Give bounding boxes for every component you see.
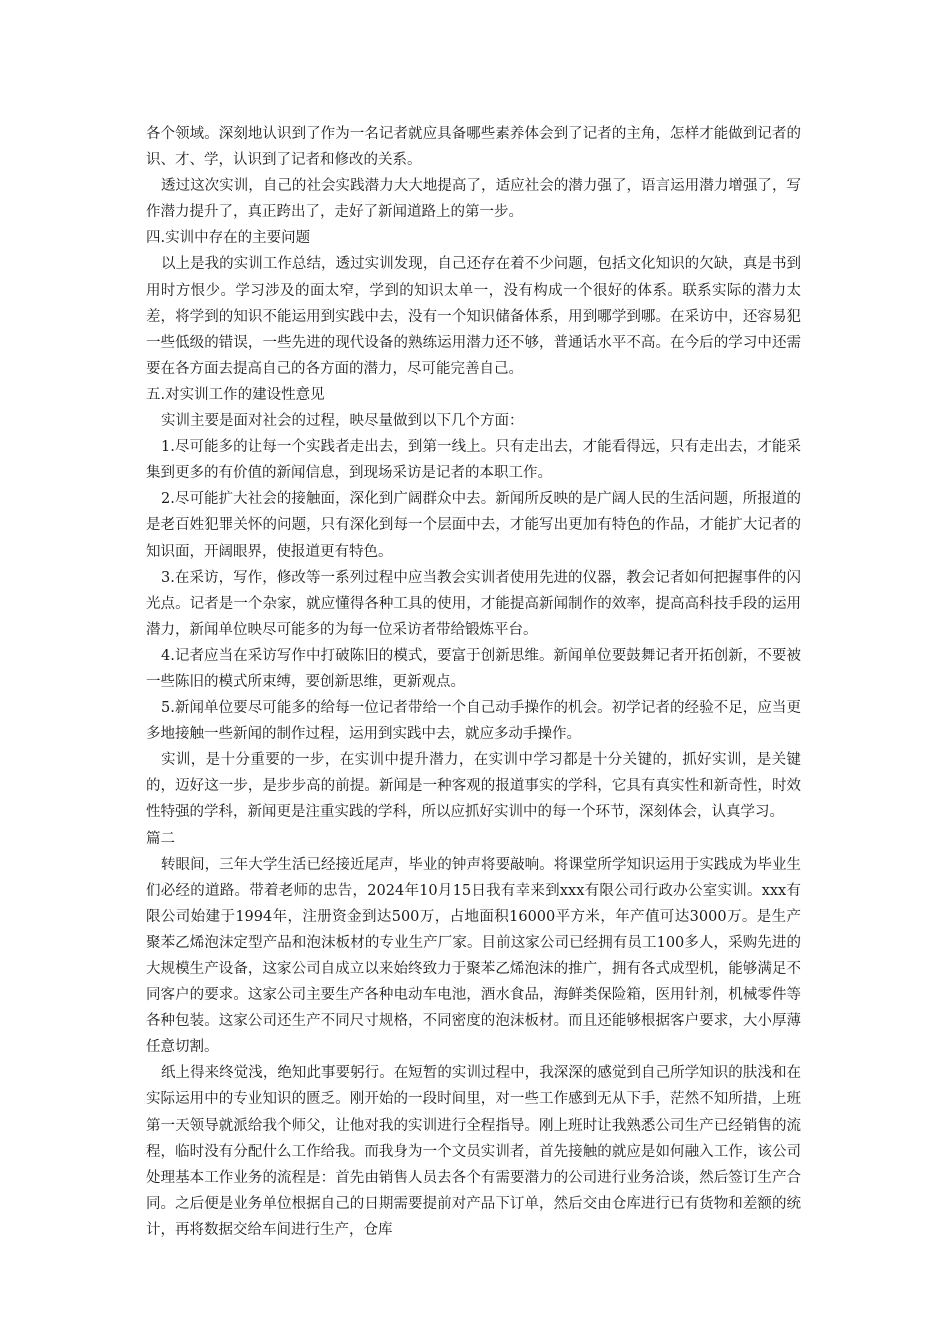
paragraph-problems: 以上是我的实训工作总结，透过实训发现，自己还存在着不少问题，包括文化知识的欠缺，真是书到用时方恨少。学习涉及的面太窄，学到的知识太单一，没有构成一个很好的体系。联系实际的潜力太差，将学到的知识不能运用到实践中去，没有一个知识储备体系，用到哪学到哪。在采访中，还容易犯一些低级的错误，一些先进的现代设备的熟练运用潜力还不够，普通话水平不高。在今后的学习中还需要在各方面去提高自己的各方面的潜力，尽可能完善自己。: [146, 256, 801, 377]
paragraph-conclusion: 实训，是十分重要的一步，在实训中提升潜力，在实训中学习都是十分关键的，抓好实训，是关键的，迈好这一步，是步步高的前提。新闻是一种客观的报道事实的学科，它具有真实性和新奇性，时效性特强的学科，新闻更是注重实践的学科，所以应抓好实训中的每一个环节，深刻体会，认真学习。: [146, 752, 801, 821]
list-item-suggestion-1: 1.尽可能多的让每一个实践者走出去，到第一线上。只有走出去，才能看得远，只有走出去，才能采集到更多的有价值的新闻信息，到现场采访是记者的本职工作。: [146, 439, 801, 482]
list-item-suggestion-3: 3.在采访，写作，修改等一系列过程中应当教会实训者使用先进的仪器，教会记者如何把握事件的闪光点。记者是一个杂家，就应懂得各种工具的使用，才能提高新闻制作的效率，提高高科技手段的运用潜力，新闻单位映尽可能多的为每一位采访者带给锻炼平台。: [146, 569, 801, 638]
paragraph-continued-intro: 各个领域。深刻地认识到了作为一名记者就应具备哪些素养体会到了记者的主角，怎样才能做到记者的识、才、学，认识到了记者和修改的关系。: [146, 126, 801, 169]
paragraph-internship-experience: 纸上得来终觉浅，绝知此事要躬行。在短暂的实训过程中，我深深的感觉到自己所学知识的肤浅和在实际运用中的专业知识的匮乏。刚开始的一段时间里，对一些工作感到无从下手，茫然不知所措，上班第一天领导就派给我个师父，让他对我的实训进行全程指导。刚上班时让我熟悉公司生产已经销售的流程，临时没有分配什么工作给我。而我身为一个文员实训者，首先接触的就应是如何融入工作，该公司处理基本工作业务的流程是：首先由销售人员去各个有需要潜力的公司进行业务洽谈，然后签订生产合同。之后便是业务单位根据自己的日期需要提前对产品下订单，然后交由仓库进行已有货物和差额的统计，再将数据交给车间进行生产，仓库: [146, 1065, 801, 1238]
list-item-suggestion-2: 2.尽可能扩大社会的接触面，深化到广阔群众中去。新闻所反映的是广阔人民的生活问题，所报道的是老百姓犯罪关怀的问题，只有深化到每一个层面中去，才能写出更加有特色的作品，才能扩大记者的知识面，开阔眼界，使报道更有特色。: [146, 491, 801, 560]
document-body: [146, 121, 801, 1243]
paragraph-ability-improved: 透过这次实训，自己的社会实践潜力大大地提高了，适应社会的潜力强了，语言运用潜力增强了，写作潜力提升了，真正跨出了，走好了新闻道路上的第一步。: [146, 178, 801, 221]
section-heading-part-two: 篇二: [146, 830, 175, 847]
section-heading-problems: 四.实训中存在的主要问题: [146, 230, 311, 247]
list-item-suggestion-4: 4.记者应当在采访写作中打破陈旧的模式，要富于创新思维。新闻单位要鼓舞记者开拓创新，不要被一些陈旧的模式所束缚，要创新思维，更新观点。: [146, 647, 801, 690]
paragraph-company-intro: 转眼间，三年大学生活已经接近尾声，毕业的钟声将要敲响。将课堂所学知识运用于实践成为毕业生们必经的道路。带着老师的忠告，2024年10月15日我有幸来到xxx有限公司行政办公室实训。xxx有限公司始建于1994年，注册资金到达500万，占地面积16000平方米，年产值可达3000万。是生产聚苯乙烯泡沫定型产品和泡沫板材的专业生产厂家。目前这家公司已经拥有员工100多人，采购先进的大规模生产设备，这家公司自成立以来始终致力于聚苯乙烯泡沫的推广，拥有各式成型机，能够满足不同客户的要求。这家公司主要生产各种电动车电池，酒水食品，海鲜类保险箱，医用针剂，机械零件等各种包装。这家公司还生产不同尺寸规格，不同密度的泡沫板材。而且还能够根据客户要求，大小厚薄任意切割。: [146, 856, 801, 1056]
list-item-suggestion-5: 5.新闻单位要尽可能多的给每一位记者带给一个自己动手操作的机会。初学记者的经验不足，应当更多地接触一些新闻的制作过程，运用到实践中去，就应多动手操作。: [146, 700, 801, 743]
section-heading-suggestions: 五.对实训工作的建设性意见: [146, 386, 325, 403]
paragraph-suggestions-intro: 实训主要是面对社会的过程，映尽量做到以下几个方面：: [161, 413, 524, 430]
